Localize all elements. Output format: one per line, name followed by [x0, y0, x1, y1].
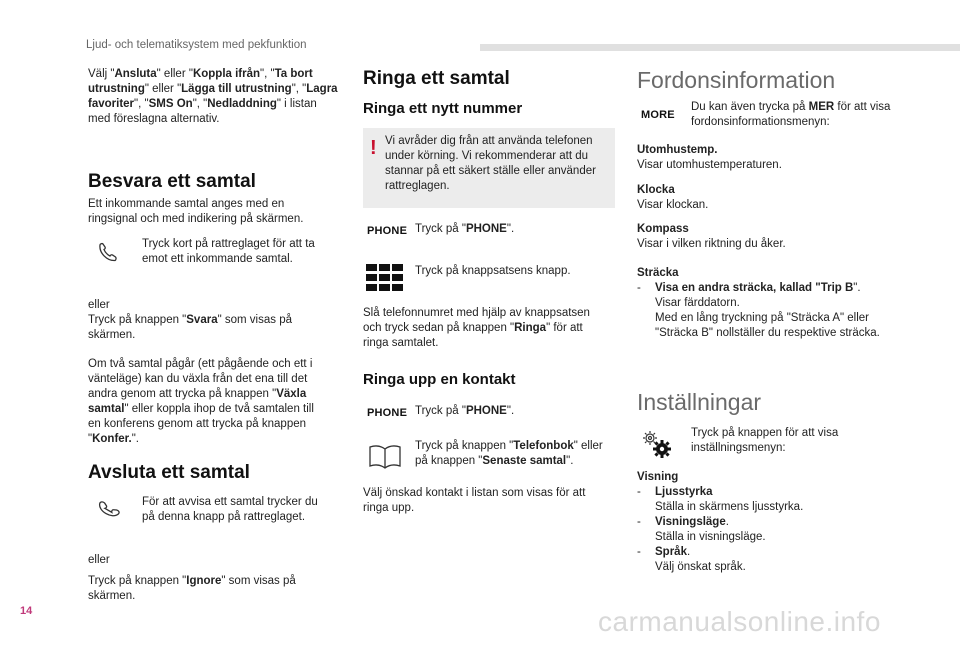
new-number-heading: Ringa ett nytt nummer [363, 100, 523, 117]
warning-text: Vi avråder dig från att använda telefonen under körning. Vi rekommenderar att du stannar på ett säkert ställe eller använder rattreglagen. [385, 135, 596, 192]
trip-label: Sträcka [637, 267, 679, 279]
answer-press-answer: Tryck på knappen "Svara" som visas på skärmen. [88, 314, 292, 341]
more-text: Du kan även trycka på MER för att visa fordonsinformationsmenyn: [691, 101, 891, 128]
language-label: Språk. [655, 546, 691, 558]
header-bar [480, 44, 960, 51]
language-dash: - [637, 546, 641, 558]
compass-text: Visar i vilken riktning du åker. [637, 238, 786, 250]
compass-label: Kompass [637, 223, 689, 235]
brightness-dash: - [637, 486, 641, 498]
viewmode-label: Visningsläge. [655, 516, 729, 528]
trip-line-1: Visar färddatorn. [655, 297, 740, 309]
end-press-ignore: Tryck på knappen "Ignore" som visas på skärmen. [88, 575, 296, 602]
exclamation-icon: ! [370, 137, 377, 159]
settings-heading: Inställningar [637, 389, 762, 415]
trip-line-2: Med en lång tryckning på "Sträcka A" eller "Sträcka B" nollställer du respektive sträcka. [655, 312, 880, 339]
more-button-icon: MORE [641, 109, 675, 121]
language-text: Välj önskat språk. [655, 561, 746, 573]
trip-b-line: Visa en andra sträcka, kallad "Trip B". [655, 282, 861, 294]
answer-eller: eller [88, 299, 110, 311]
brightness-text: Ställa in skärmens ljusstyrka. [655, 501, 804, 513]
viewmode-dash: - [637, 516, 641, 528]
settings-icon-text: Tryck på knappen för att visa inställningsmenyn: [691, 427, 839, 454]
intro-paragraph: Välj "Ansluta" eller "Koppla ifrån", "Ta bort utrustning" eller "Lägga till utrustning", "Lagra favoriter", "SMS On", "Nedladdning" i listan med föreslagna alternativ. [88, 68, 338, 125]
warning-box [363, 128, 615, 208]
display-label: Visning [637, 471, 679, 483]
end-eller: eller [88, 554, 110, 566]
vehicle-info-heading: Fordonsinformation [637, 67, 836, 93]
settings-gear-icon [640, 428, 674, 465]
trip-dash: - [637, 282, 641, 294]
brightness-label: Ljusstyrka [655, 486, 713, 498]
make-call-heading: Ringa ett samtal [363, 68, 510, 89]
clock-label: Klocka [637, 184, 675, 196]
watermark: carmanualsonline.info [598, 606, 881, 637]
press-phone-text-2: Tryck på "PHONE". [415, 405, 515, 417]
choose-contact-text: Välj önskad kontakt i listan som visas för att ringa upp. [363, 487, 586, 514]
outdoor-temp-label: Utomhustemp. [637, 144, 718, 156]
page-number: 14 [20, 605, 33, 617]
answer-call-heading: Besvara ett samtal [88, 171, 256, 192]
clock-text: Visar klockan. [637, 199, 709, 211]
answer-two-calls: Om två samtal pågår (ett pågående och ett i vänteläge) kan du växla från det ena till det andra genom att trycka på knappen "Växla samtal" eller koppla ihop de två samtalen till en konferens genom att trycka på knappen "Konfer.". [88, 358, 314, 445]
end-icon-text: För att avvisa ett samtal trycker du på denna knapp på rattreglaget. [142, 496, 318, 523]
steering-handset-icon [96, 240, 120, 269]
phone-button-icon: PHONE [367, 225, 408, 237]
phonebook-text: Tryck på knappen "Telefonbok" eller på knappen "Senaste samtal". [415, 440, 603, 467]
viewmode-text: Ställa in visningsläge. [655, 531, 766, 543]
outdoor-temp-text: Visar utomhustemperaturen. [637, 159, 782, 171]
hangup-handset-icon [95, 498, 121, 525]
end-call-heading: Avsluta ett samtal [88, 462, 250, 483]
answer-call-intro: Ett inkommande samtal anges med en ringsignal och med indikering på skärmen. [88, 198, 304, 225]
call-contact-heading: Ringa upp en kontakt [363, 371, 516, 388]
keypad-text: Tryck på knappsatsens knapp. [415, 265, 571, 277]
phonebook-icon [368, 444, 402, 475]
keypad-icon [366, 264, 404, 296]
press-phone-text: Tryck på "PHONE". [415, 223, 515, 235]
answer-icon-text: Tryck kort på rattreglaget för att ta emot ett inkommande samtal. [142, 238, 315, 265]
column-1 [88, 67, 340, 127]
running-header: Ljud- och telematiksystem med pekfunktion [86, 39, 307, 51]
phone-button-icon-2: PHONE [367, 407, 408, 419]
dial-number-text: Slå telefonnumret med hjälp av knappsatsen och tryck sedan på knappen "Ringa" för att ringa samtalet. [363, 307, 590, 349]
